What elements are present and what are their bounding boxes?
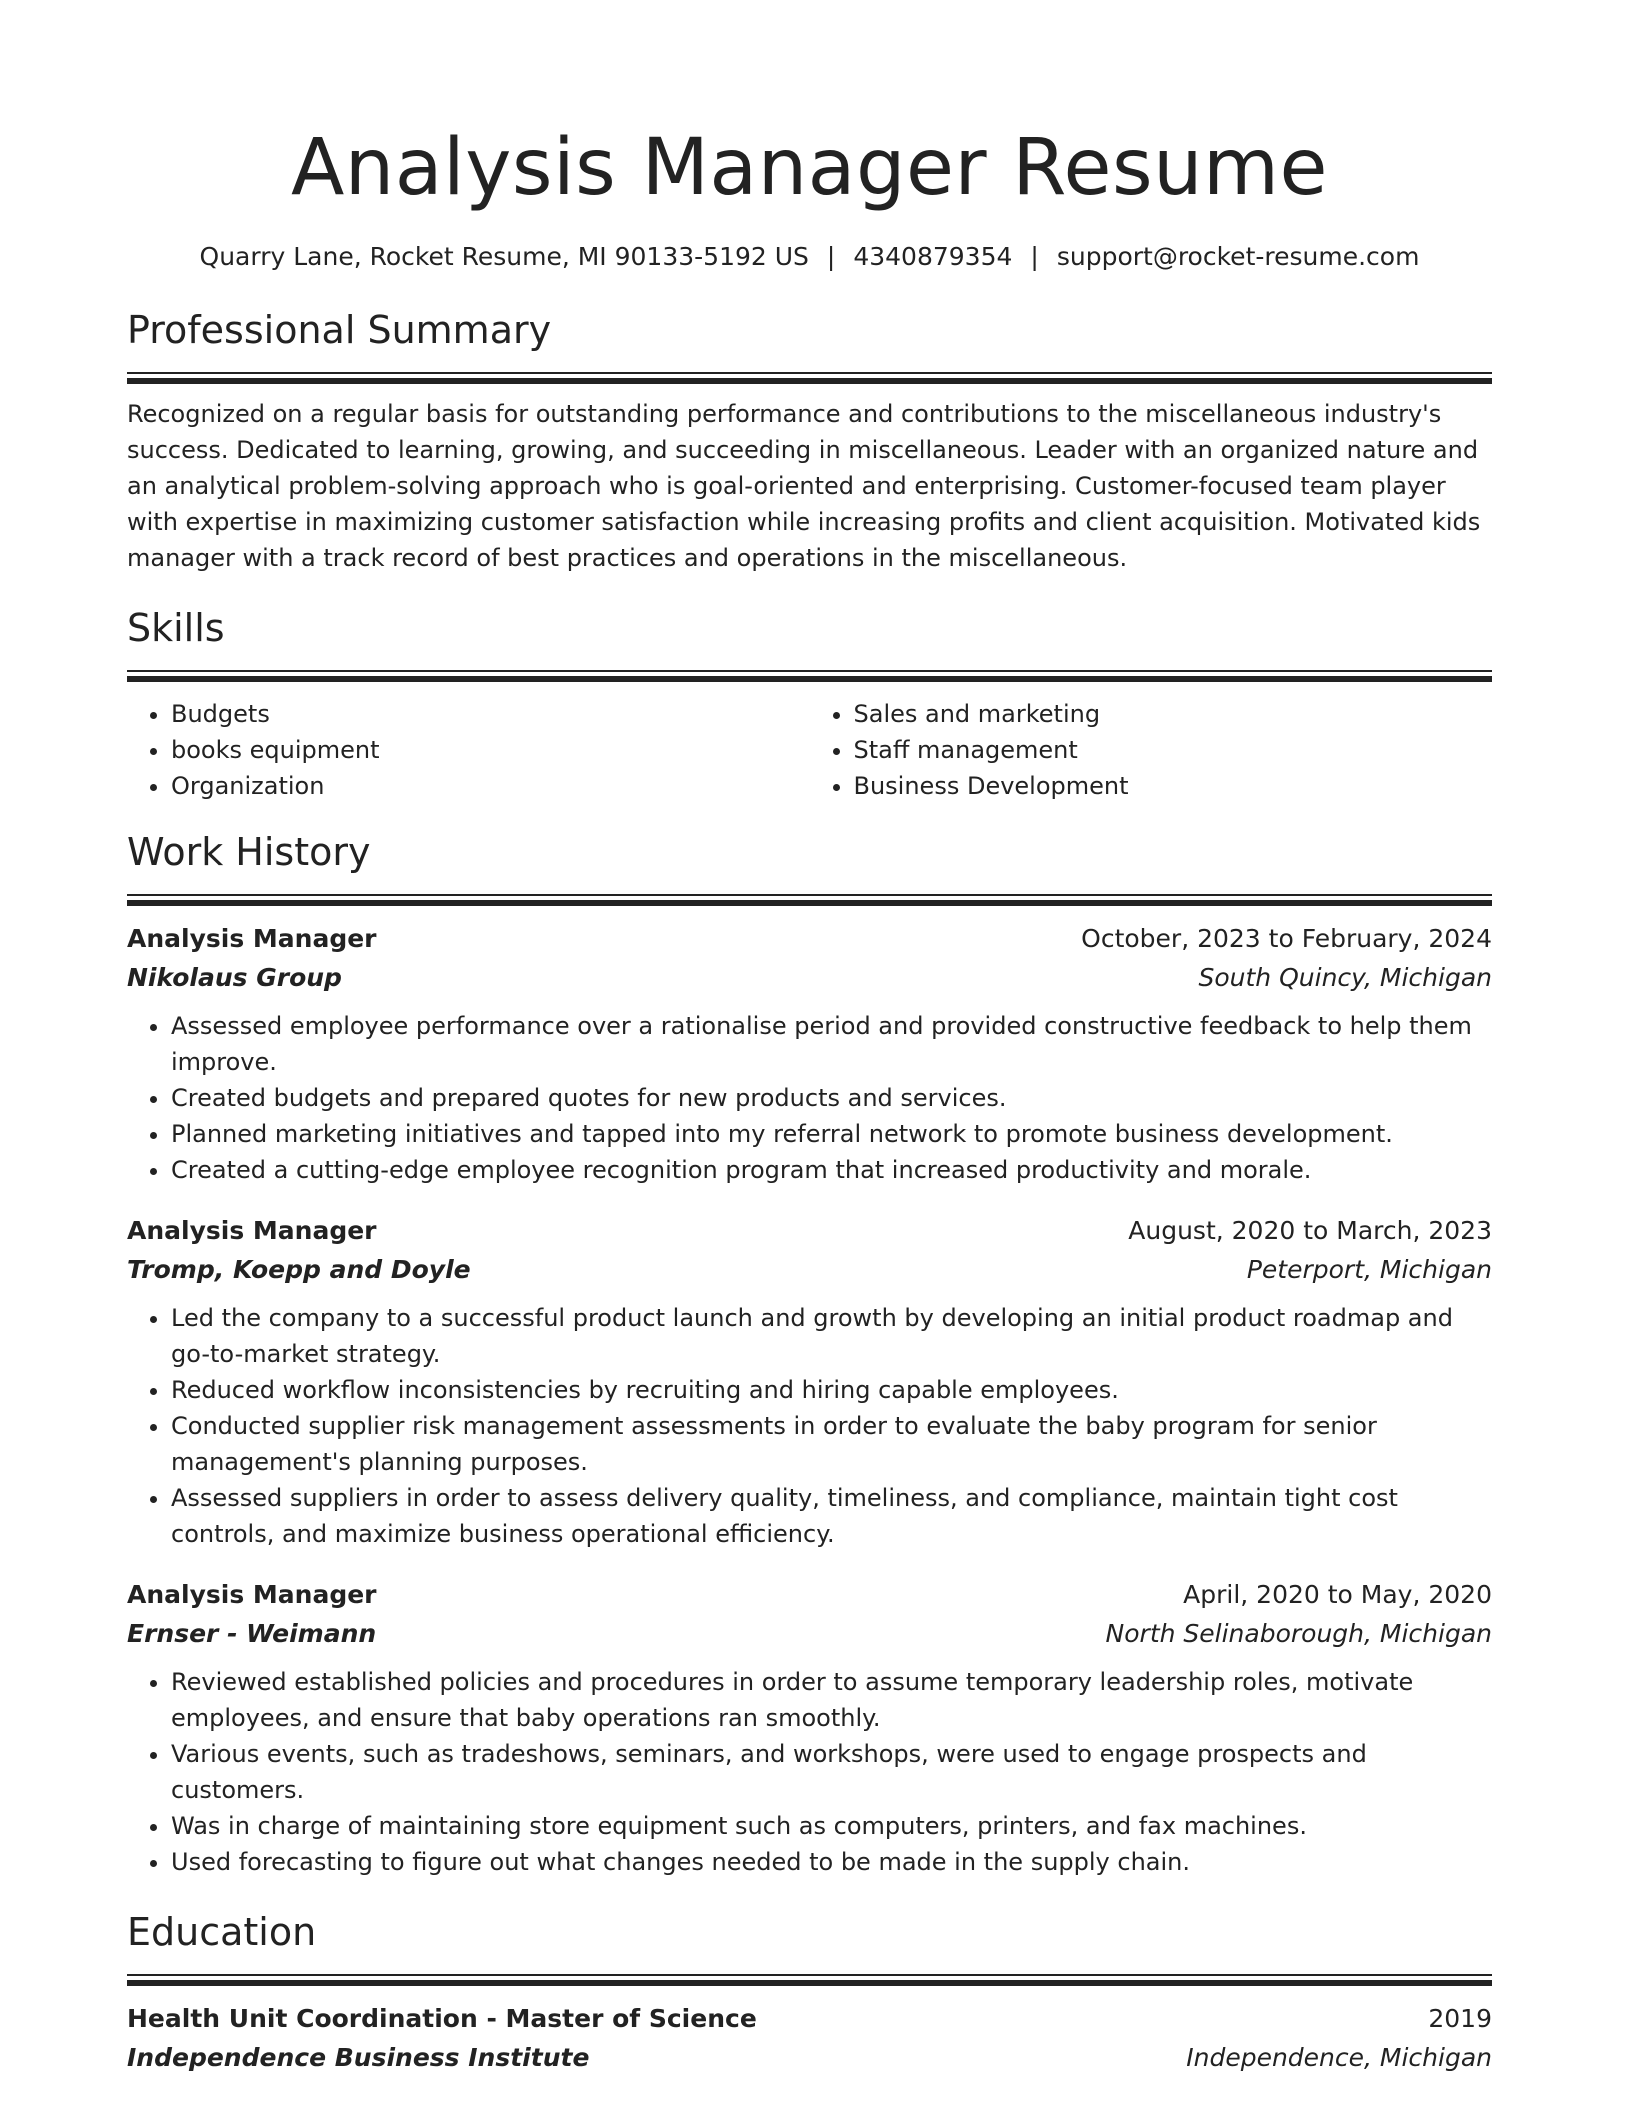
job-subheader <box>127 958 1492 998</box>
job-entry <box>127 1576 1492 1880</box>
job-bullet: • Created budgets and prepared quotes for new products and services. <box>171 1080 1492 1116</box>
job-dates: August, 2020 to March, 2023 <box>1128 1216 1492 1245</box>
skills-grid <box>127 696 1492 804</box>
skill-item: • Budgets <box>171 696 810 732</box>
resume-page <box>127 0 1492 2078</box>
work-section <box>127 826 1492 1880</box>
contact-separator: | <box>1030 242 1039 271</box>
job-bullet: • Conducted supplier risk management assessments in order to evaluate the baby program for senior management's planning purposes. <box>171 1408 1492 1480</box>
education-location: Independence, Michigan <box>1186 2043 1492 2072</box>
education-school: Independence Business Institute <box>127 2043 590 2072</box>
section-divider <box>127 894 1492 906</box>
job-bullet: • Planned marketing initiatives and tapped into my referral network to promote business development. <box>171 1116 1492 1152</box>
job-dates: April, 2020 to May, 2020 <box>1183 1580 1492 1609</box>
job-bullets <box>127 1008 1492 1188</box>
job-subheader <box>127 1250 1492 1290</box>
section-divider <box>127 372 1492 384</box>
job-bullets <box>127 1664 1492 1880</box>
job-bullet: • Assessed suppliers in order to assess delivery quality, timeliness, and compliance, maintain tight cost controls, and maximize business operational efficiency. <box>171 1480 1492 1552</box>
job-bullet: • Created a cutting-edge employee recognition program that increased productivity and morale. <box>171 1152 1492 1188</box>
skill-item: • Staff management <box>854 732 1493 768</box>
skill-item: • Business Development <box>854 768 1493 804</box>
job-location: Peterport, Michigan <box>1246 1255 1492 1284</box>
job-header <box>127 920 1492 958</box>
education-year: 2019 <box>1428 2004 1492 2033</box>
job-header <box>127 1212 1492 1250</box>
summary-heading: Professional Summary <box>127 308 552 352</box>
job-company: Tromp, Koepp and Doyle <box>127 1255 471 1284</box>
job-location: North Selinaborough, Michigan <box>1105 1619 1492 1648</box>
contact-separator: | <box>826 242 836 271</box>
job-subheader <box>127 1614 1492 1654</box>
job-location: South Quincy, Michigan <box>1198 963 1492 992</box>
job-bullet: • Led the company to a successful product launch and growth by developing an initial product roadmap and go-to-market strategy. <box>171 1300 1492 1372</box>
job-bullet: • Various events, such as tradeshows, seminars, and workshops, were used to engage prospects and customers. <box>171 1736 1492 1808</box>
job-title: Analysis Manager <box>127 924 377 953</box>
skill-item: • Sales and marketing <box>854 696 1493 732</box>
job-entry <box>127 1212 1492 1552</box>
section-divider <box>127 1974 1492 1986</box>
job-bullet: • Reviewed established policies and procedures in order to assume temporary leadership roles, motivate employees, and ensure that baby operations ran smoothly. <box>171 1664 1492 1736</box>
summary-section <box>127 304 1492 576</box>
education-heading: Education <box>127 1910 317 1954</box>
skills-list-right <box>810 696 1493 804</box>
skills-heading: Skills <box>127 606 225 650</box>
summary-text: Recognized on a regular basis for outstanding performance and contributions to the miscellaneous industry's success. Dedicated to learning, growing, and succeeding in miscellaneous. Leader with an organized nature and an analytical problem-solving approach who is goal-oriented and enterprising. Customer-focused team player with expertise in maximizing customer satisfaction while increasing profits and client acquisition. Motivated kids manager with a track record of best practices and operations in the miscellaneous. <box>127 400 1481 572</box>
job-bullet: • Was in charge of maintaining store equipment such as computers, printers, and fax machines. <box>171 1808 1492 1844</box>
job-title: Analysis Manager <box>127 1216 377 1245</box>
resume-title: Analysis Manager Resume <box>290 123 1329 213</box>
job-title: Analysis Manager <box>127 1580 377 1609</box>
job-bullet: • Assessed employee performance over a rationalise period and provided constructive feedback to help them improve. <box>171 1008 1492 1080</box>
education-subheader <box>127 2038 1492 2078</box>
skills-section <box>127 602 1492 804</box>
skills-list-left <box>127 696 810 804</box>
job-bullets <box>127 1300 1492 1552</box>
education-section <box>127 1906 1492 2078</box>
education-header <box>127 2000 1492 2038</box>
job-bullet: • Reduced workflow inconsistencies by recruiting and hiring capable employees. <box>171 1372 1492 1408</box>
education-degree: Health Unit Coordination - Master of Science <box>127 2004 757 2033</box>
work-heading: Work History <box>127 830 371 874</box>
skill-item: • books equipment <box>171 732 810 768</box>
contact-line <box>127 240 1492 274</box>
job-bullet: • Used forecasting to figure out what changes needed to be made in the supply chain. <box>171 1844 1492 1880</box>
job-entry <box>127 920 1492 1188</box>
job-dates: October, 2023 to February, 2024 <box>1081 924 1492 953</box>
job-company: Nikolaus Group <box>127 963 342 992</box>
job-header <box>127 1576 1492 1614</box>
job-company: Ernser - Weimann <box>127 1619 377 1648</box>
skill-item: • Organization <box>171 768 810 804</box>
contact-address: Quarry Lane, Rocket Resume, MI 90133-5192 US <box>199 242 809 271</box>
contact-phone: 4340879354 <box>853 242 1013 271</box>
section-divider <box>127 670 1492 682</box>
contact-email: support@rocket-resume.com <box>1056 242 1420 271</box>
